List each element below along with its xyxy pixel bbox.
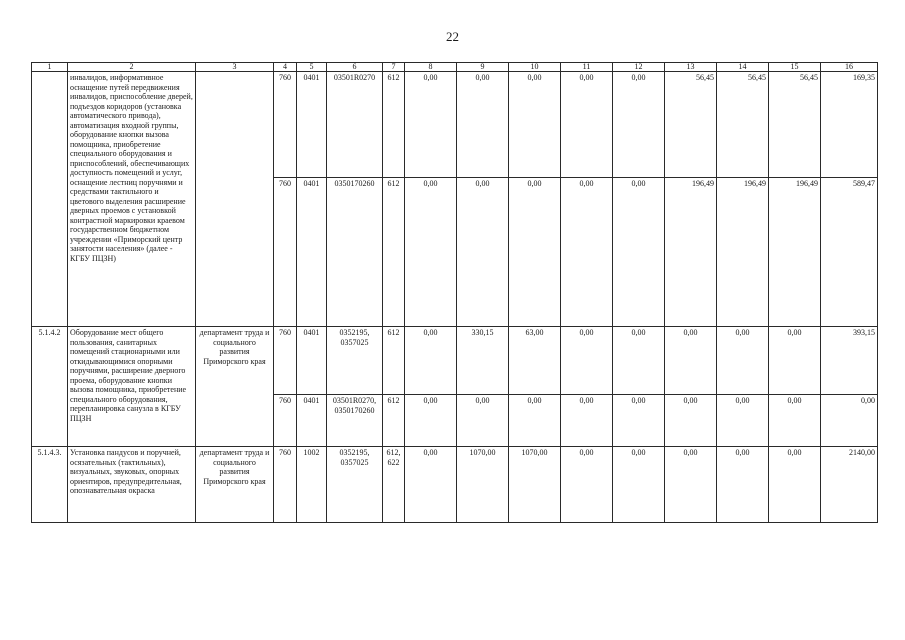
cell-col-9: 330,15 [457, 327, 509, 395]
cell-col-15: 56,45 [769, 72, 821, 178]
table-row [32, 327, 878, 395]
cell-col-13: 196,49 [665, 178, 717, 327]
cell-col-15: 196,49 [769, 178, 821, 327]
measure-number: 5.1.4.2 [32, 327, 68, 447]
cell-expense-type: 612 [383, 72, 405, 178]
cell-target-article: 0352195, 0357025 [327, 327, 383, 395]
cell-col-13: 0,00 [665, 395, 717, 447]
cell-col-11: 0,00 [561, 447, 613, 523]
cell-col-14: 0,00 [717, 447, 769, 523]
cell-grbs: 760 [274, 327, 297, 395]
cell-col-8: 0,00 [405, 178, 457, 327]
cell-col-15: 0,00 [769, 327, 821, 395]
col-header-16: 16 [821, 63, 878, 72]
cell-col-10: 0,00 [509, 178, 561, 327]
col-header-11: 11 [561, 63, 613, 72]
col-header-15: 15 [769, 63, 821, 72]
col-header-14: 14 [717, 63, 769, 72]
cell-col-16-total: 0,00 [821, 395, 878, 447]
cell-expense-type: 612 [383, 327, 405, 395]
cell-grbs: 760 [274, 178, 297, 327]
col-header-6: 6 [327, 63, 383, 72]
cell-target-article: 03501R0270 [327, 72, 383, 178]
cell-expense-type: 612 [383, 395, 405, 447]
col-header-2: 2 [68, 63, 196, 72]
col-header-3: 3 [196, 63, 274, 72]
table-row [32, 447, 878, 523]
col-header-10: 10 [509, 63, 561, 72]
cell-col-12: 0,00 [613, 327, 665, 395]
cell-col-9: 0,00 [457, 178, 509, 327]
cell-col-16-total: 2140,00 [821, 447, 878, 523]
cell-col-9: 0,00 [457, 395, 509, 447]
column-number-row [32, 63, 878, 72]
cell-section: 1002 [297, 447, 327, 523]
cell-col-12: 0,00 [613, 178, 665, 327]
measure-executor: департамент труда и социального развития Приморского края [196, 447, 274, 523]
measure-number [32, 72, 68, 327]
cell-col-13: 56,45 [665, 72, 717, 178]
cell-col-10: 0,00 [509, 72, 561, 178]
cell-col-15: 0,00 [769, 395, 821, 447]
cell-col-16-total: 169,35 [821, 72, 878, 178]
col-header-8: 8 [405, 63, 457, 72]
cell-col-12: 0,00 [613, 72, 665, 178]
cell-col-11: 0,00 [561, 178, 613, 327]
cell-grbs: 760 [274, 447, 297, 523]
cell-col-12: 0,00 [613, 447, 665, 523]
cell-target-article: 0352195, 0357025 [327, 447, 383, 523]
cell-col-11: 0,00 [561, 72, 613, 178]
measure-description: инвалидов, информативное оснащение путей передвижения инвалидов, приспособление дверей, подъездов коридоров (установка автоматического привода), автоматизация входной группы, оборудование кнопки вызова помощника, приобретение специального оборудования и приспособлений, обеспечивающих доступность помещений и услуг, оснащение лестниц поручнями и средствами тактильного и цветового выделения расширение дверных проемов с установкой контрастной маркировки краевом государственном бюджетном учреждении «Приморский центр занятости населения» (далее - КГБУ ПЦЗН) [68, 72, 196, 327]
measure-executor [196, 72, 274, 327]
cell-col-12: 0,00 [613, 395, 665, 447]
cell-section: 0401 [297, 72, 327, 178]
cell-target-article: 03501R0270, 0350170260 [327, 395, 383, 447]
cell-target-article: 0350170260 [327, 178, 383, 327]
cell-col-13: 0,00 [665, 327, 717, 395]
cell-grbs: 760 [274, 395, 297, 447]
cell-col-11: 0,00 [561, 395, 613, 447]
cell-col-16-total: 589,47 [821, 178, 878, 327]
cell-section: 0401 [297, 327, 327, 395]
cell-col-8: 0,00 [405, 327, 457, 395]
cell-col-8: 0,00 [405, 72, 457, 178]
cell-col-10: 1070,00 [509, 447, 561, 523]
measure-description: Установка пандусов и поручней, осязательных (тактильных), визуальных, звуковых, опорных ориентиров, предупредительная, опознавательная окраска [68, 447, 196, 523]
measure-executor: департамент труда и социального развития Приморского края [196, 327, 274, 447]
cell-col-14: 0,00 [717, 327, 769, 395]
col-header-4: 4 [274, 63, 297, 72]
col-header-13: 13 [665, 63, 717, 72]
cell-col-10: 0,00 [509, 395, 561, 447]
budget-table [31, 62, 878, 523]
cell-col-14: 56,45 [717, 72, 769, 178]
col-header-1: 1 [32, 63, 68, 72]
cell-expense-type: 612 [383, 178, 405, 327]
col-header-12: 12 [613, 63, 665, 72]
cell-expense-type: 612, 622 [383, 447, 405, 523]
cell-section: 0401 [297, 395, 327, 447]
page-number: 22 [446, 29, 459, 44]
table-row [32, 72, 878, 178]
cell-col-10: 63,00 [509, 327, 561, 395]
cell-col-11: 0,00 [561, 327, 613, 395]
measure-number: 5.1.4.3. [32, 447, 68, 523]
cell-col-14: 196,49 [717, 178, 769, 327]
cell-section: 0401 [297, 178, 327, 327]
cell-col-9: 0,00 [457, 72, 509, 178]
cell-grbs: 760 [274, 72, 297, 178]
cell-col-14: 0,00 [717, 395, 769, 447]
col-header-5: 5 [297, 63, 327, 72]
col-header-7: 7 [383, 63, 405, 72]
col-header-9: 9 [457, 63, 509, 72]
cell-col-15: 0,00 [769, 447, 821, 523]
cell-col-13: 0,00 [665, 447, 717, 523]
cell-col-9: 1070,00 [457, 447, 509, 523]
cell-col-8: 0,00 [405, 395, 457, 447]
cell-col-16-total: 393,15 [821, 327, 878, 395]
measure-description: Оборудование мест общего пользования, санитарных помещений стационарными или откидывающимися опорными поручнями, расширение дверного проема, оборудование кнопки вызова помощника, приобретение специального оборудования, перепланировка санузла в КГБУ ПЦЗН [68, 327, 196, 447]
cell-col-8: 0,00 [405, 447, 457, 523]
